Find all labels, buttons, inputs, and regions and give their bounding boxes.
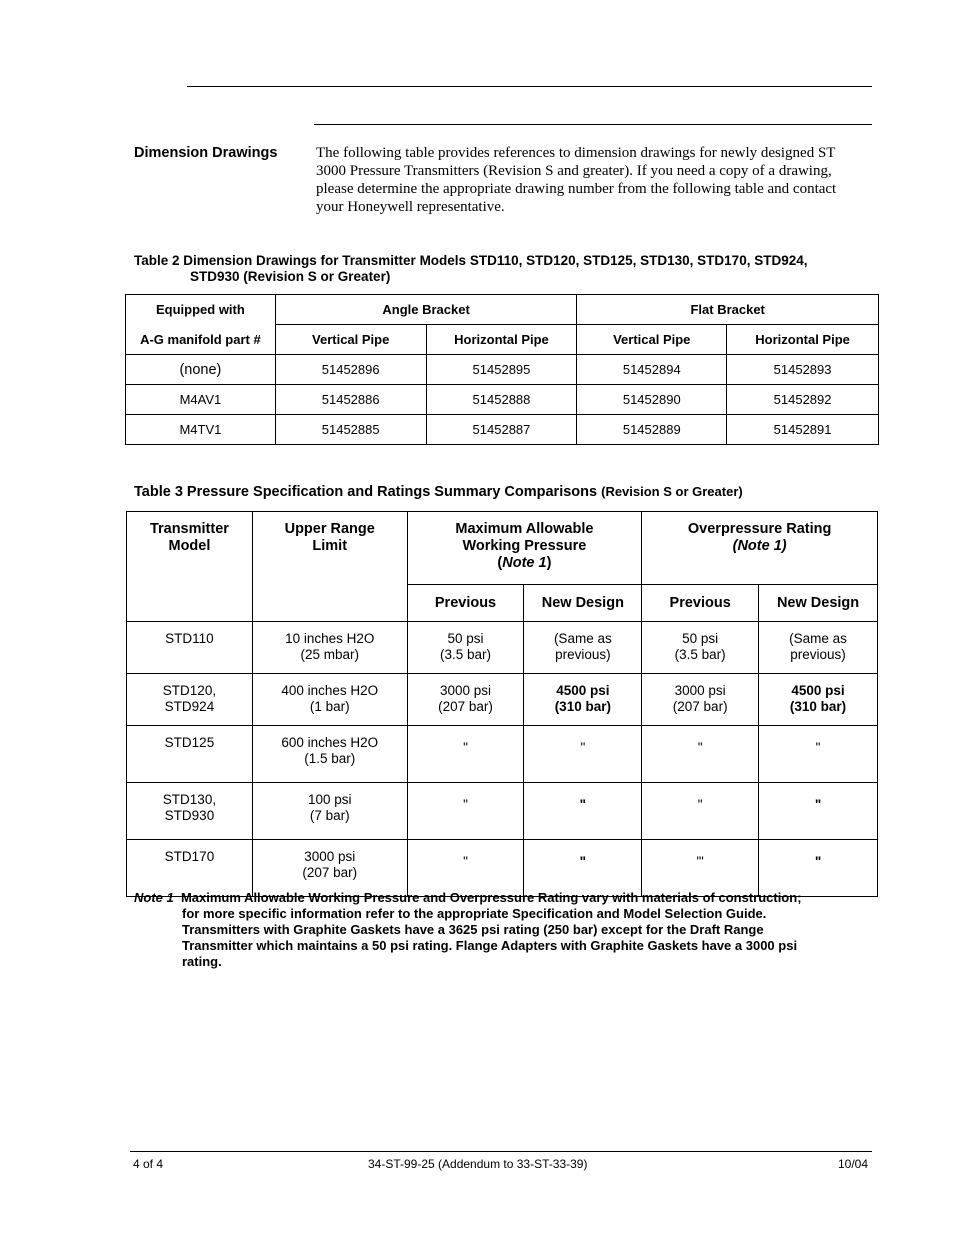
ditto-cell: " — [759, 840, 878, 897]
header-transmitter-model: Transmitter Model — [127, 512, 253, 622]
model-cell: STD125 — [127, 726, 253, 783]
subheader-mawp-new-design: New Design — [524, 584, 642, 621]
section-heading: Dimension Drawings — [134, 145, 278, 161]
subheader-mawp-previous: Previous — [407, 584, 524, 621]
manifold-cell: (none) — [126, 355, 276, 385]
drawing-number-cell: 51452894 — [577, 355, 727, 385]
header-flat-bracket: Flat Bracket — [577, 295, 879, 325]
ditto-cell: " — [759, 783, 878, 840]
note-line5: rating. — [182, 954, 222, 969]
ditto-cell: " — [407, 840, 524, 897]
ditto-cell: " — [407, 726, 524, 783]
drawing-number-cell: 51452890 — [577, 385, 727, 415]
model-cell: STD170 — [127, 840, 253, 897]
over-previous-cell: 3000 psi (207 bar) — [642, 674, 759, 726]
table2-caption-line1: Table 2 Dimension Drawings for Transmitter Models STD110, STD120, STD125, STD130, STD170, STD924, — [134, 253, 808, 268]
ditto-cell: " — [524, 840, 642, 897]
section-rule — [314, 124, 872, 125]
table3-caption-main: Table 3 Pressure Specification and Ratings Summary Comparisons — [134, 484, 598, 500]
drawing-number-cell: 51452895 — [426, 355, 577, 385]
table2-caption — [134, 253, 874, 285]
drawing-number-cell: 51452896 — [275, 355, 426, 385]
mawp-new-cell: 4500 psi (310 bar) — [524, 674, 642, 726]
over-previous-cell: 50 psi (3.5 bar) — [642, 622, 759, 674]
note-line1: Maximum Allowable Working Pressure and Overpressure Rating vary with materials of construction; — [180, 890, 802, 905]
limit-cell: 600 inches H2O (1.5 bar) — [252, 726, 407, 783]
over-new-cell: 4500 psi (310 bar) — [759, 674, 878, 726]
table-row — [126, 415, 879, 445]
drawing-number-cell: 51452893 — [727, 355, 879, 385]
ditto-cell: "' — [642, 840, 759, 897]
over-new-cell: (Same as previous) — [759, 622, 878, 674]
subheader-angle-vertical: Vertical Pipe — [275, 325, 426, 355]
table-row — [127, 726, 878, 783]
footer-date: 10/04 — [838, 1157, 869, 1171]
limit-cell: 100 psi (7 bar) — [252, 783, 407, 840]
model-cell: STD110 — [127, 622, 253, 674]
subheader-over-previous: Previous — [642, 584, 759, 621]
top-rule — [187, 86, 872, 87]
table-row — [127, 622, 878, 674]
mawp-previous-cell: 50 psi (3.5 bar) — [407, 622, 524, 674]
manifold-cell: M4AV1 — [126, 385, 276, 415]
model-cell: STD120, STD924 — [127, 674, 253, 726]
note-line3: Transmitters with Graphite Gaskets have a 3625 psi rating (250 bar) except for the Draft Range — [182, 922, 764, 937]
mawp-new-cell: (Same as previous) — [524, 622, 642, 674]
note-line2: for more specific information refer to the appropriate Specification and Model Selection Guide. — [182, 906, 767, 921]
table2-caption-line2: STD930 (Revision S or Greater) — [190, 269, 391, 284]
subheader-flat-vertical: Vertical Pipe — [577, 325, 727, 355]
limit-cell: 400 inches H2O (1 bar) — [252, 674, 407, 726]
table-row — [127, 783, 878, 840]
drawing-number-cell: 51452892 — [727, 385, 879, 415]
header-max-working-pressure: Maximum Allowable Working Pressure (Note 1) — [407, 512, 642, 585]
drawing-number-cell: 51452888 — [426, 385, 577, 415]
table3-caption-suffix: (Revision S or Greater) — [601, 484, 743, 499]
footer-document-id: 34-ST-99-25 (Addendum to 33-ST-33-39) — [368, 1157, 588, 1171]
limit-cell: 3000 psi (207 bar) — [252, 840, 407, 897]
table3-caption — [134, 484, 743, 500]
note-label: Note 1 — [134, 890, 174, 905]
drawing-number-cell: 51452887 — [426, 415, 577, 445]
header-angle-bracket: Angle Bracket — [275, 295, 577, 325]
mawp-previous-cell: 3000 psi (207 bar) — [407, 674, 524, 726]
ditto-cell: " — [524, 726, 642, 783]
subheader-angle-horizontal: Horizontal Pipe — [426, 325, 577, 355]
table-row — [126, 385, 879, 415]
subheader-over-new-design: New Design — [759, 584, 878, 621]
ditto-cell: " — [524, 783, 642, 840]
model-cell: STD130, STD930 — [127, 783, 253, 840]
dimension-drawings-table — [125, 294, 879, 445]
header-manifold-part: A-G manifold part # — [126, 325, 276, 355]
table-row — [127, 840, 878, 897]
intro-paragraph: The following table provides references to dimension drawings for newly designed ST 3000 Pressure Transmitters (Revision S and greater). If you need a copy of a drawing, please determine the appropriate drawing number from the following table and contact your Honeywell representative. — [316, 145, 837, 215]
drawing-number-cell: 51452885 — [275, 415, 426, 445]
subheader-flat-horizontal: Horizontal Pipe — [727, 325, 879, 355]
ditto-cell: " — [642, 783, 759, 840]
manifold-cell: M4TV1 — [126, 415, 276, 445]
ditto-cell: " — [759, 726, 878, 783]
drawing-number-cell: 51452886 — [275, 385, 426, 415]
table-row — [127, 674, 878, 726]
header-overpressure-rating: Overpressure Rating (Note 1) — [642, 512, 878, 585]
header-upper-range-limit: Upper Range Limit — [252, 512, 407, 622]
drawing-number-cell: 51452891 — [727, 415, 879, 445]
pressure-ratings-table — [126, 511, 878, 897]
limit-cell: 10 inches H2O (25 mbar) — [252, 622, 407, 674]
ditto-cell: " — [642, 726, 759, 783]
footer-page-number: 4 of 4 — [133, 1157, 164, 1171]
table3-note — [134, 890, 864, 970]
header-equipped-with: Equipped with — [126, 295, 276, 325]
drawing-number-cell: 51452889 — [577, 415, 727, 445]
note-line4: Transmitter which maintains a 50 psi rating. Flange Adapters with Graphite Gaskets have a 3000 psi — [182, 938, 798, 953]
footer-rule — [130, 1151, 872, 1152]
table-row — [126, 355, 879, 385]
ditto-cell: " — [407, 783, 524, 840]
